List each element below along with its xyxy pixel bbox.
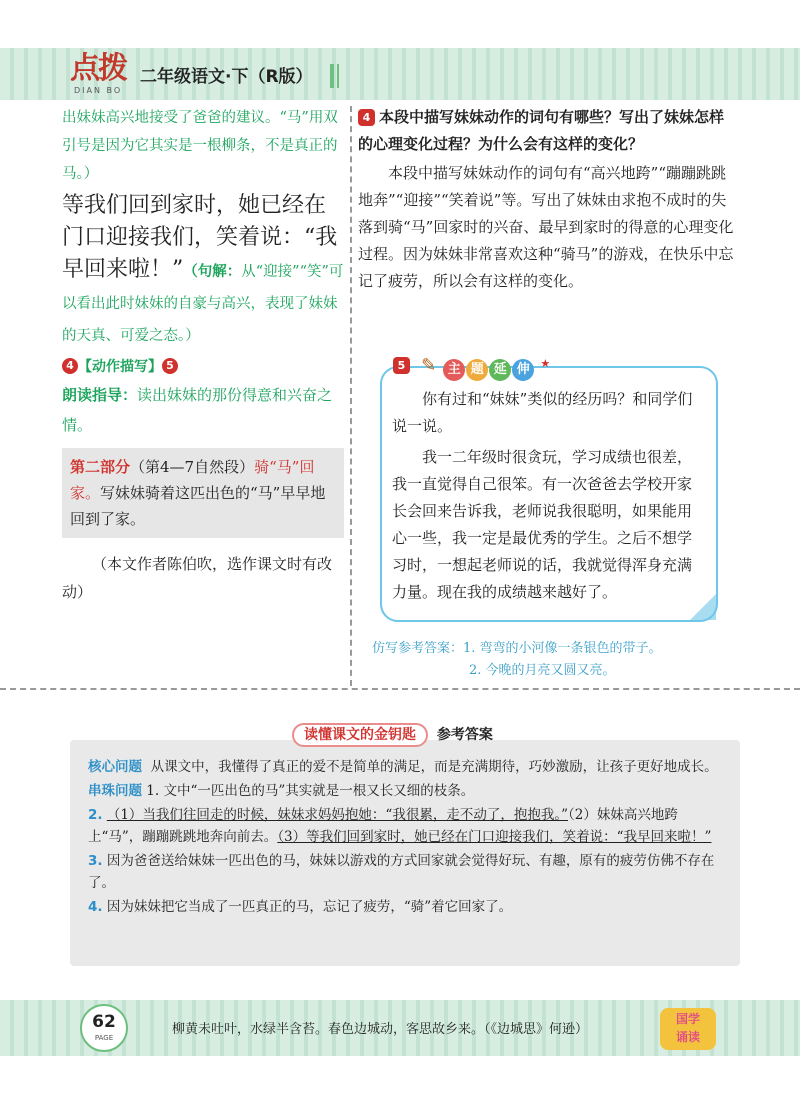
sentence-note-label: （句解：	[183, 263, 242, 280]
chain-question-1	[88, 780, 724, 802]
book-title: 二年级语文·下（R版）	[140, 67, 313, 87]
guoxue-line-1: 国学	[675, 1012, 700, 1026]
answer-key-content	[88, 750, 724, 918]
imitation-1: 1. 弯弯的小河像一条银色的带子。	[463, 641, 662, 656]
source-note: （本文作者陈伯吹，选作课文时有改动）	[62, 555, 333, 601]
chain-question-4	[88, 896, 724, 918]
answer-3: 因为爸爸送给妹妹一匹出色的马，妹妹以游戏的方式回家就会觉得好玩、有趣，原有的疲劳仿佛不存在了。	[88, 853, 715, 891]
header-bar-decor	[337, 64, 339, 88]
guoxue-line-2: 诵读	[675, 1030, 700, 1044]
question-5-marker-icon: 5	[393, 357, 410, 374]
answer-title-sub: 参考答案	[436, 727, 493, 743]
part-two-summary	[62, 448, 344, 538]
page-label: PAGE	[94, 1034, 114, 1042]
reading-label: 朗读指导：	[62, 386, 138, 404]
sentence-note: 从“迎接”“笑”可以看出此时妹妹的自豪与高兴，表现了妹妹的天真、可爱之态。）	[62, 264, 344, 344]
answer-4: 因为妹妹把它当成了一匹真正的马，忘记了疲劳，“骑”着它回家了。	[106, 899, 513, 915]
theme-char: 主	[443, 359, 465, 381]
action-label: 【动作描写】	[78, 359, 162, 375]
part2-title: 骑“马”回家。	[70, 458, 315, 502]
guoxue-badge	[660, 1008, 716, 1050]
question-4-marker-icon: 4	[358, 109, 375, 126]
answer-2-part-2: （2）妹妹高兴地跨上“马”，蹦蹦跳跳地奔向前去。	[88, 807, 678, 845]
answer-2-number: 2.	[88, 807, 103, 823]
imitation-line-1	[372, 638, 732, 660]
part2-range: （第4—7自然段）	[130, 458, 255, 476]
right-column	[358, 104, 738, 295]
theme-extension-content	[392, 386, 706, 606]
chain-question-2	[88, 804, 724, 848]
question-4	[358, 104, 738, 158]
reading-text: 读出妹妹的那份得意和兴奋之情。	[62, 386, 333, 434]
imitation-label: 仿写参考答案：	[372, 641, 464, 656]
chain-label: 串珠问题	[88, 783, 142, 799]
theme-extension-header	[393, 355, 550, 381]
text-body: 等我们回到家时，她已经在门口迎接我们，笑着说：“我早回来啦！”	[62, 193, 338, 282]
annotation-continued: 出妹妹高兴地接受了爸爸的建议。“马”用双引号是因为它其实是一根柳条，不是真正的马。）	[62, 110, 338, 182]
part2-label: 第二部分	[70, 458, 131, 476]
logo-text: 点拨	[70, 51, 126, 86]
part2-summary: 写妹妹骑着这匹出色的“马”早早地回到了家。	[70, 484, 326, 528]
answer-1: 1. 文中“一匹出色的马”其实就是一根又长又细的枝条。	[146, 783, 475, 799]
answer-3-number: 3.	[88, 853, 103, 869]
core-question	[88, 756, 724, 778]
core-text: 从课文中，我懂得了真正的爱不是简单的满足，而是充满期待，巧妙激励，让孩子更好地成长。	[150, 759, 718, 775]
reading-guide	[62, 380, 344, 440]
answer-2-part-1: （1）当我们往回走的时候，妹妹求妈妈抱她：“我很累，走不动了，抱抱我。”	[106, 807, 568, 823]
theme-answer: 我一二年级时很贪玩，学习成绩也很差，我一直觉得自己很笨。有一次爸爸去学校开家长会回来告诉我，老师说我很聪明，如果能用心一些，我一定是最优秀的学生。之后不想学习时，一想起老师说的话，我就觉得浑身充满力量。现在我的成绩越来越好了。	[392, 448, 693, 601]
answer-key-title	[292, 724, 493, 744]
question-4-text: 本段中描写妹妹动作的词句有哪些？写出了妹妹怎样的心理变化过程？为什么会有这样的变化？	[358, 108, 725, 153]
action-marker-line	[62, 356, 344, 376]
theme-char: 题	[466, 359, 488, 381]
answer-title-main: 读懂课文的金钥匙	[292, 723, 428, 747]
theme-char: 伸	[512, 359, 534, 381]
answer-4-number: 4.	[88, 899, 103, 915]
answer-2-part-3: （3）等我们回到家时，她已经在门口迎接我们，笑着说：“我早回来啦！”	[277, 829, 712, 845]
left-column	[62, 104, 344, 606]
page-number: 62	[92, 1012, 116, 1032]
brand-logo	[70, 52, 130, 96]
imitation-answers	[372, 638, 732, 682]
marker-4-icon: 4	[62, 358, 78, 374]
theme-prompt: 你有过和“妹妹”类似的经历吗？和同学们说一说。	[392, 390, 693, 435]
footer-poem: 柳黄未吐叶，水绿半含苔。春色边城动，客思故乡来。（《边城思》何逊）	[172, 1022, 589, 1037]
header-bar-decor	[330, 64, 334, 88]
text-paragraph	[62, 190, 344, 350]
column-divider	[350, 106, 352, 686]
page-number-badge	[80, 1004, 128, 1052]
theme-char: 延	[489, 359, 511, 381]
star-icon: ★	[540, 357, 551, 370]
core-label: 核心问题	[88, 759, 142, 775]
question-4-answer: 本段中描写妹妹动作的词句有“高兴地跨”“蹦蹦跳跳地奔”“迎接”“笑着说”等。写出了妹妹由求抱不成时的失落到骑“马”回家时的兴奋、最早到家时的得意的心理变化过程。因为妹妹非常喜欢这种“骑马”的游戏，在快乐中忘记了疲劳，所以会有这样的变化。	[358, 164, 734, 290]
chain-question-3	[88, 850, 724, 894]
section-divider	[0, 688, 800, 690]
marker-5-icon: 5	[162, 358, 178, 374]
logo-subtext: DIAN BO	[74, 86, 123, 95]
imitation-2: 2. 今晚的月亮又圆又亮。	[469, 663, 616, 678]
pencil-icon: ✎	[421, 355, 437, 376]
